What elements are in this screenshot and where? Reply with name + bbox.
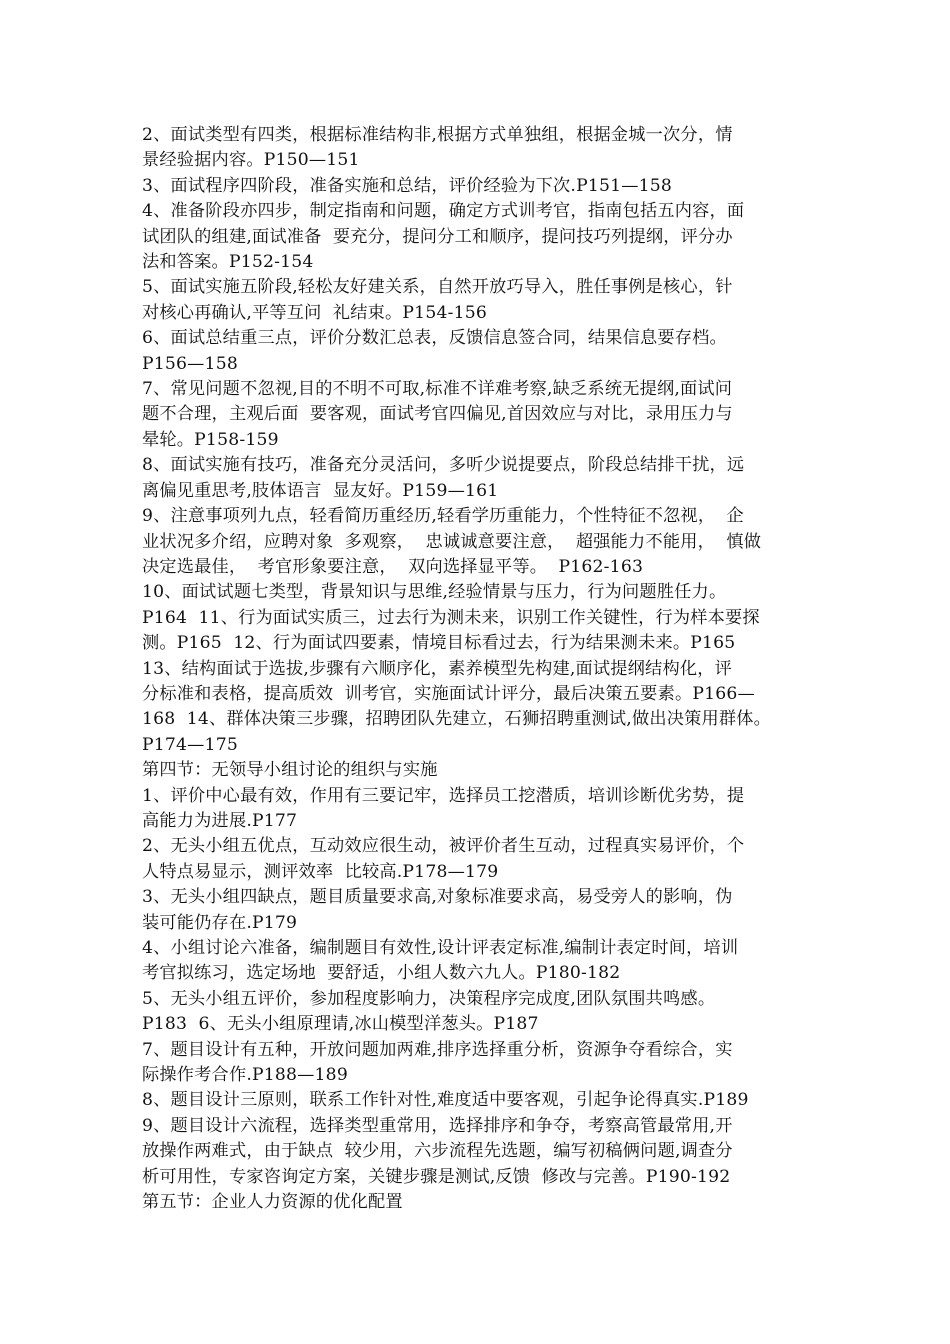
- text-line: 晕轮。P158-159: [142, 429, 279, 450]
- text-line: 6、面试总结重三点，评价分数汇总表，反馈信息签合同，结果信息要存档。: [142, 328, 727, 349]
- section-heading: 第五节：企业人力资源的优化配置: [142, 1192, 403, 1213]
- text-line: P183 6、无头小组原理请,冰山模型洋葱头。P187: [142, 1014, 539, 1035]
- text-line: 10、面试试题七类型，背景知识与思维,经验情景与压力，行为问题胜任力。: [142, 582, 727, 603]
- text-line: 2、无头小组五优点，互动效应很生动，被评价者生互动，过程真实易评价，个: [142, 836, 745, 857]
- text-line: 考官拟练习，选定场地 要舒适，小组人数六九人。P180-182: [142, 963, 621, 984]
- text-line: 4、准备阶段亦四步，制定指南和问题，确定方式训考官，指南包括五内容，面: [142, 201, 745, 222]
- text-line: 9、题目设计六流程，选择类型重常用，选择排序和争夺，考察高管最常用,开: [142, 1115, 733, 1136]
- text-line: 测。P165 12、行为面试四要素，情境目标看过去，行为结果测未来。P165: [142, 633, 736, 654]
- text-line: P156—158: [142, 353, 238, 374]
- text-line: 7、题目设计有五种，开放问题加两难,排序选择重分析，资源争夺看综合，实: [142, 1039, 733, 1060]
- text-line: 景经验据内容。P150—151: [142, 150, 360, 171]
- text-line: 人特点易显示，测评效率 比较高.P178—179: [142, 861, 499, 882]
- text-line: 13、结构面试于选拔,步骤有六顺序化，素养模型先构建,面试提纲结构化，评: [142, 658, 733, 679]
- section-heading: 第四节：无领导小组讨论的组织与实施: [142, 760, 438, 781]
- text-line: 际操作考合作.P188—189: [142, 1065, 348, 1086]
- text-line: 试团队的组建,面试准备 要充分，提问分工和顺序，提问技巧列提纲，评分办: [142, 226, 733, 247]
- text-line: 4、小组讨论六准备，编制题目有效性,设计评表定标准,编制计表定时间，培训: [142, 938, 739, 958]
- text-line: 7、常见问题不忽视,目的不明不可取,标准不详难考察,缺乏系统无提纲,面试问: [142, 379, 733, 400]
- text-line: 对核心再确认,平等互问 礼结束。P154-156: [142, 302, 487, 323]
- text-line: 1、评价中心最有效，作用有三要记牢，选择员工挖潜质，培训诊断优劣势，提: [142, 785, 745, 806]
- text-line: 析可用性，专家咨询定方案，关键步骤是测试,反馈 修改与完善。P190-192: [142, 1166, 731, 1187]
- text-line: 离偏见重思考,肢体语言 显友好。P159—161: [142, 480, 499, 501]
- text-line: 装可能仍存在.P179: [142, 912, 298, 933]
- text-line: 5、面试实施五阶段,轻松友好建关系，自然开放巧导入，胜任事例是核心，针: [142, 277, 733, 298]
- text-line: 法和答案。P152-154: [142, 252, 314, 273]
- text-line: P174—175: [142, 734, 238, 755]
- text-line: 9、注意事项列九点，轻看简历重经历,轻看学历重能力，个性特征不忽视， 企: [142, 506, 744, 527]
- text-line: 高能力为进展.P177: [142, 810, 298, 831]
- document-body: [142, 123, 822, 1215]
- text-line: 3、面试程序四阶段，准备实施和总结，评价经验为下次.P151—158: [142, 175, 673, 196]
- text-line: 2、面试类型有四类，根据标准结构非,根据方式单独组，根据金城一次分，情: [142, 125, 733, 145]
- text-line: 分标准和表格，提高质效 训考官，实施面试计评分，最后决策五要素。P166—: [142, 683, 755, 704]
- text-line: 8、题目设计三原则，联系工作针对性,难度适中要客观，引起争论得真实.P189: [142, 1090, 749, 1111]
- text-line: 题不合理，主观后面 要客观，面试考官四偏见,首因效应与对比，录用压力与: [142, 404, 733, 425]
- text-line: 业状况多介绍，应聘对象 多观察， 忠诚诚意要注意， 超强能力不能用， 慎做: [142, 531, 762, 552]
- text-line: 8、面试实施有技巧，准备充分灵活问，多听少说提要点，阶段总结排干扰，远: [142, 455, 745, 476]
- text-line: 168 14、群体决策三步骤，招聘团队先建立，石狮招聘重测试,做出决策用群体。: [142, 709, 772, 730]
- text-line: 放操作两难式，由于缺点 较少用，六步流程先选题，编写初稿俩问题,调查分: [142, 1141, 733, 1162]
- text-line: 决定选最佳， 考官形象要注意， 双向选择显平等。 P162-163: [142, 556, 644, 577]
- text-line: 5、无头小组五评价，参加程度影响力，决策程序完成度,团队氛围共鸣感。: [142, 988, 716, 1009]
- text-line: P164 11、行为面试实质三，过去行为测未来，识别工作关键性，行为样本要探: [142, 607, 760, 628]
- text-line: 3、无头小组四缺点，题目质量要求高,对象标准要求高，易受旁人的影响，伪: [142, 887, 733, 908]
